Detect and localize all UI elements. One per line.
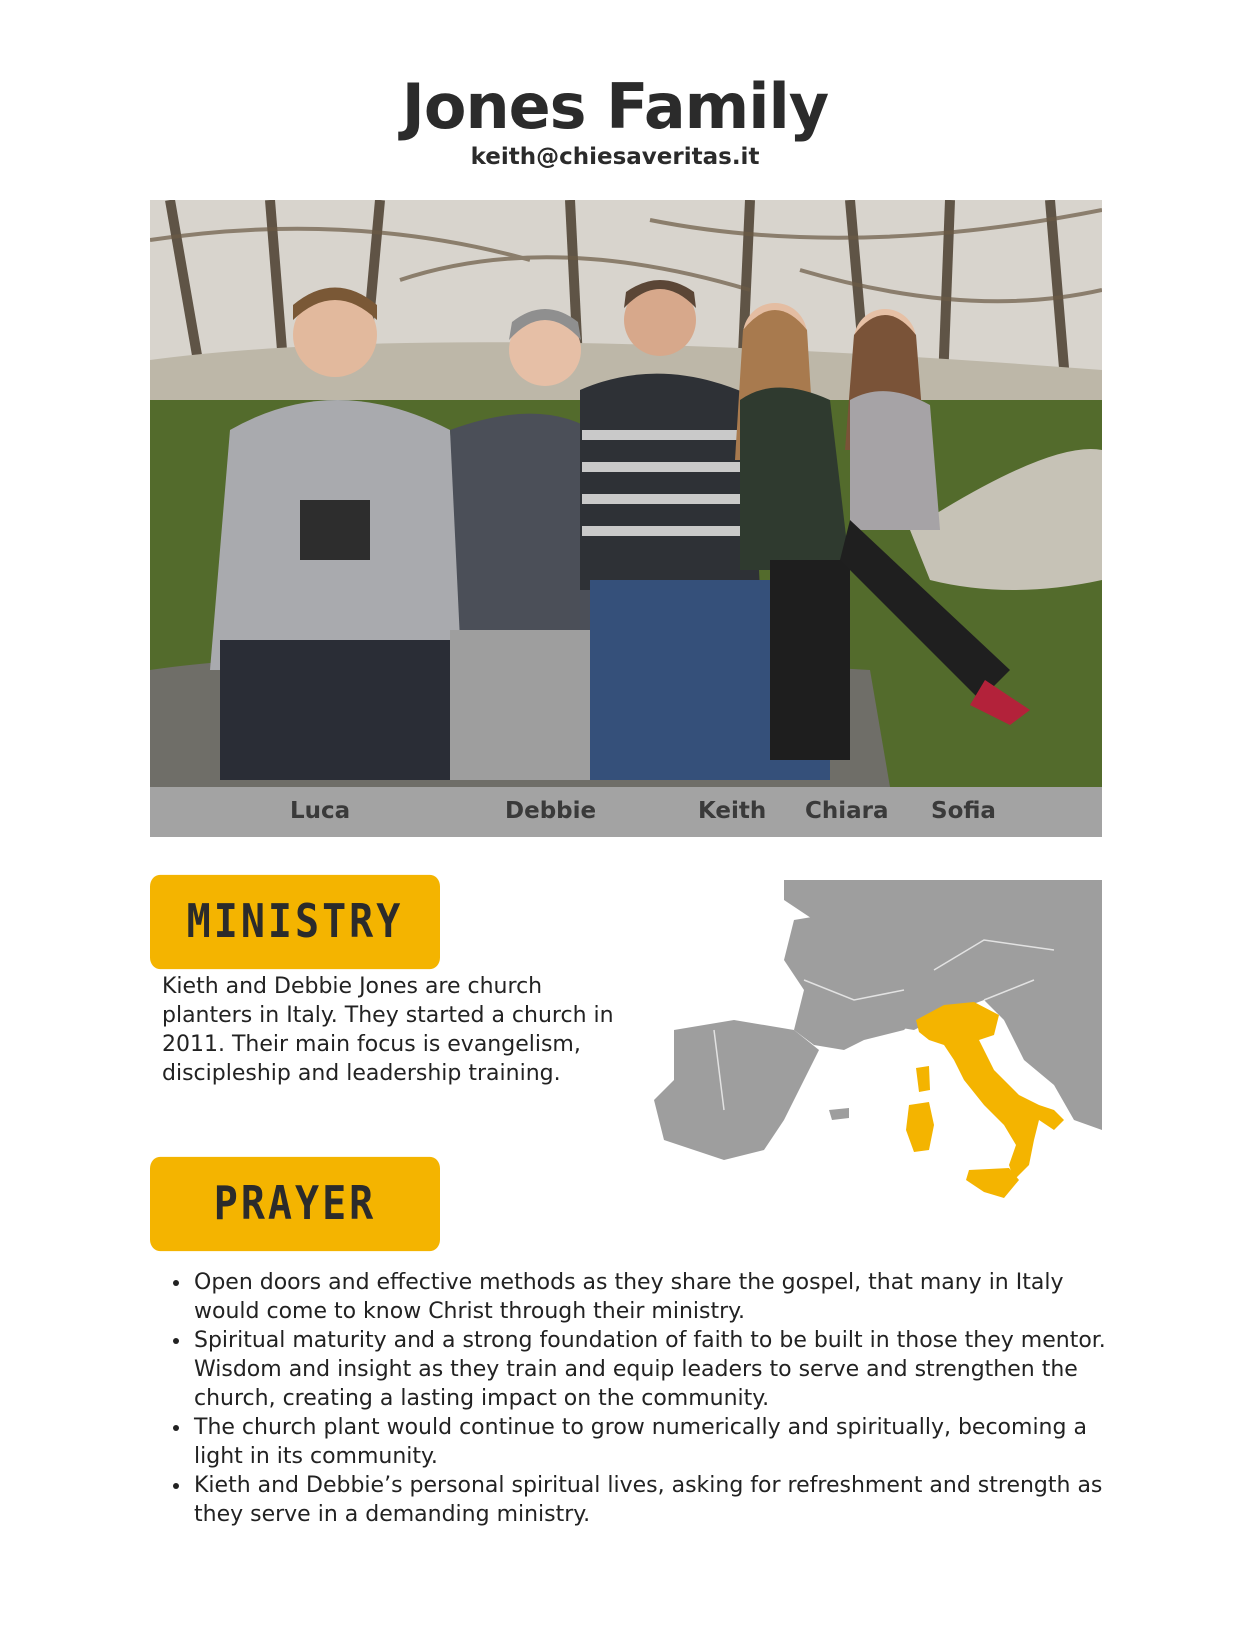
ministry-description: Kieth and Debbie Jones are church planters in Italy. They started a church in 2011. Their main focus is evangelism, discipleship and leadership training.: [162, 974, 614, 1086]
family-photo-illustration: [150, 200, 1102, 787]
name-label-debbie: Debbie: [505, 798, 597, 824]
ministry-heading: MINISTRY: [150, 875, 440, 969]
prayer-item: • Spiritual maturity and a strong foundation of faith to be built in those they mentor. Wisdom and insight as they train and equip leaders to serve and strengthen the church, creating a lasting impact on the community.: [192, 1326, 1132, 1413]
names-bar: [150, 787, 1102, 837]
contact-email[interactable]: keith@chiesaveritas.it: [470, 144, 760, 170]
map-balearics: [829, 1108, 849, 1120]
name-label-luca: Luca: [290, 798, 351, 824]
prayer-item: • The church plant would continue to grow numerically and spiritually, becoming a light in its community.: [192, 1413, 1132, 1471]
prayer-item: • Open doors and effective methods as they share the gospel, that many in Italy would come to know Christ through their ministry.: [192, 1268, 1132, 1326]
europe-map: [654, 880, 1102, 1220]
family-photo: [150, 200, 1102, 787]
map-sardinia: [906, 1102, 934, 1152]
map-iberia: [654, 1020, 819, 1160]
page-title: Jones Family: [401, 70, 829, 143]
prayer-list: [162, 1268, 1132, 1529]
map-corsica: [916, 1066, 930, 1092]
prayer-item: • Kieth and Debbie’s personal spiritual lives, asking for refreshment and strength as they serve in a demanding ministry.: [192, 1471, 1132, 1529]
name-label-keith: Keith: [698, 798, 767, 824]
prayer-heading: PRAYER: [150, 1157, 440, 1251]
name-label-sofia: Sofia: [931, 798, 996, 824]
name-label-chiara: Chiara: [805, 798, 889, 824]
map-sicily: [966, 1168, 1019, 1198]
